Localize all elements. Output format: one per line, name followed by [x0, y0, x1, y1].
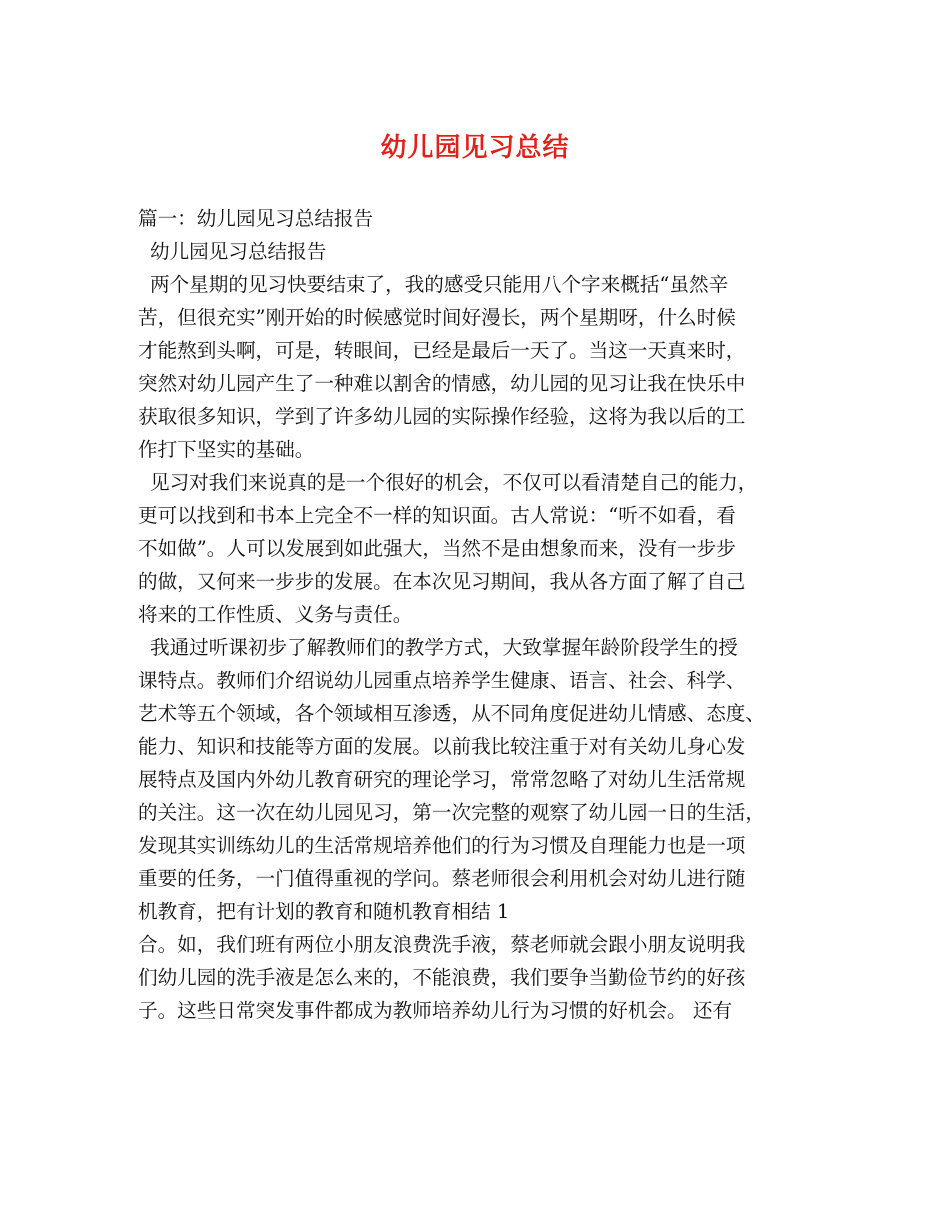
paragraph-line: 见习对我们来说真的是一个很好的机会，不仅可以看清楚自己的能力， [150, 471, 758, 494]
paragraph-line: 才能熬到头啊，可是，转眼间，已经是最后一天了。当这一天真来时， [138, 339, 746, 362]
paragraph-line: 我通过听课初步了解教师们的教学方式，大致掌握年龄阶段学生的授 [150, 636, 738, 659]
paragraph-line: 突然对幼儿园产生了一种难以割舍的情感，幼儿园的见习让我在快乐中 [138, 372, 746, 395]
report-subtitle: 幼儿园见习总结报告 [150, 240, 327, 263]
paragraph-line: 更可以找到和书本上完全不一样的知识面。古人常说：“听不如看，看 [138, 504, 736, 527]
paragraph-line: 获取很多知识，学到了许多幼儿园的实际操作经验，这将为我以后的工 [138, 405, 746, 428]
paragraph-line: 课特点。教师们介绍说幼儿园重点培养学生健康、语言、社会、科学、 [138, 669, 746, 692]
section-heading: 篇一：幼儿园见习总结报告 [138, 207, 374, 230]
paragraph-line: 们幼儿园的洗手液是怎么来的，不能浪费，我们要争当勤俭节约的好孩 [138, 966, 746, 989]
paragraph-line: 子。这些日常突发事件都成为教师培养幼儿行为习惯的好机会。 还有 [138, 999, 733, 1022]
paragraph-line: 的做，又何来一步步的发展。在本次见习期间，我从各方面了解了自己 [138, 570, 746, 593]
document-title: 幼儿园见习总结 [380, 133, 570, 163]
paragraph-line: 合。如，我们班有两位小朋友浪费洗手液，蔡老师就会跟小朋友说明我 [138, 933, 746, 956]
paragraph-line: 展特点及国内外幼儿教育研究的理论学习，常常忽略了对幼儿生活常规 [138, 768, 746, 791]
paragraph-line: 苦，但很充实”刚开始的时候感觉时间好漫长，两个星期呀，什么时候 [138, 306, 736, 329]
paragraph-line: 机教育，把有计划的教育和随机教育相结 1 [138, 900, 510, 923]
paragraph-line: 两个星期的见习快要结束了，我的感受只能用八个字来概括“虽然辛 [150, 273, 729, 296]
paragraph-line: 发现其实训练幼儿的生活常规培养他们的行为习惯及自理能力也是一项 [138, 834, 746, 857]
paragraph-line: 作打下坚实的基础。 [138, 438, 315, 461]
paragraph-line: 不如做”。人可以发展到如此强大，当然不是由想象而来，没有一步步 [138, 537, 736, 560]
paragraph-line: 重要的任务，一门值得重视的学问。蔡老师很会利用机会对幼儿进行随 [138, 867, 746, 890]
paragraph-line: 能力、知识和技能等方面的发展。以前我比较注重于对有关幼儿身心发 [138, 735, 746, 758]
paragraph-line: 的关注。这一次在幼儿园见习，第一次完整的观察了幼儿园一日的生活， [138, 801, 765, 824]
document-body [138, 202, 828, 1027]
paragraph-line: 艺术等五个领域，各个领域相互渗透，从不同角度促进幼儿情感、态度、 [138, 702, 765, 725]
paragraph-line: 将来的工作性质、义务与责任。 [138, 603, 413, 626]
